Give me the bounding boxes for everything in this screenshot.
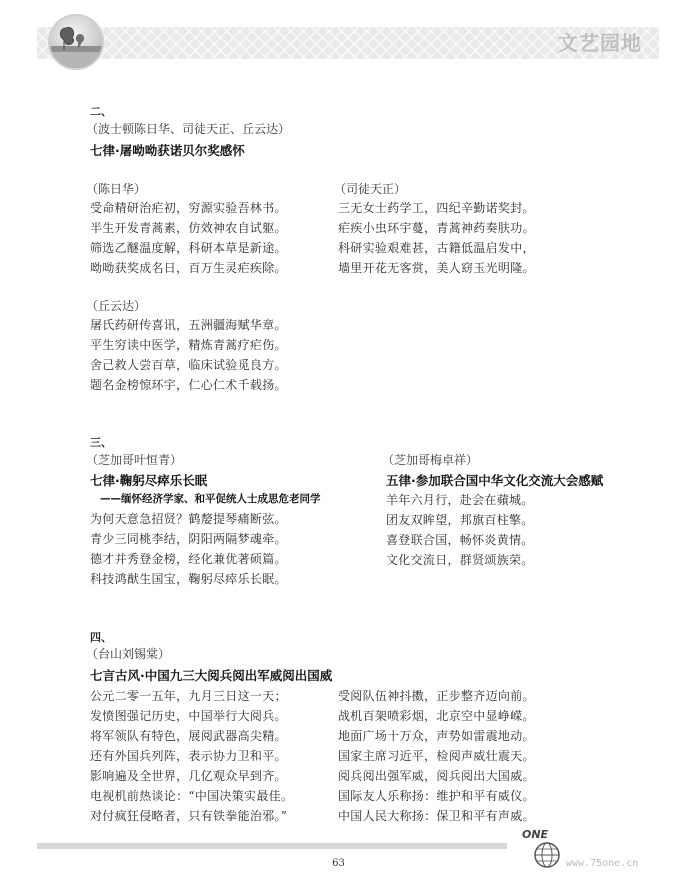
poem-line: 题名金榜惊环宇，仁心仁术千载扬。 [90,378,287,392]
poem-title: 七言古风·中国九三大阅兵阅出军威阅出国威 [90,668,333,683]
poem-line: 文化交流日，群贤颂族荣。 [386,553,534,567]
section-number: 二、 [90,105,112,118]
section-author: （台山刘锡棠） [86,647,171,661]
header-title: 文艺园地 [558,31,642,55]
poem-title: 五律·参加联合国中华文化交流大会感赋 [386,473,604,488]
poem-author: （芝加哥梅卓祥） [382,453,479,467]
poem-line: 影响遍及全世界，几亿观众早到齐。 [90,769,287,783]
poem-line: 疟疾小虫环宇蔓，青蒿神药奏肤功。 [338,221,535,235]
landscape-icon [50,16,102,68]
watermark-url: www.75one.cn [566,858,639,869]
watermark-brand: ONE [522,828,549,841]
poem-line: 三无女士药学工，四纪辛勤诺奖封。 [338,201,535,215]
poem-line: 筛选乙醚温度解，科研本草是新途。 [90,241,287,255]
poem-line: 国家主席习近平，检阅声威壮震天。 [338,749,535,763]
poem-line: 屠氏药研传喜讯，五洲疆海赋华章。 [90,318,287,332]
header-logo [48,14,104,70]
section-number: 四、 [90,631,112,644]
poem-subtitle: ——缅怀经济学家、和平促统人士成思危老同学 [100,493,321,505]
poem-line: 发愤图强记历史，中国举行大阅兵。 [90,709,287,723]
poem-line: 国际友人乐称扬：维护和平有威仪。 [338,789,535,803]
poem-line: 羊年六月行，赴会在蘋城。 [386,493,534,507]
poem-line: 受命精研治疟初，穷源实验吾林书。 [90,201,287,215]
section-number: 三、 [90,436,112,449]
poem-author: （陈日华） [86,182,147,196]
poem-author: （司徒天正） [334,182,407,196]
watermark [520,826,665,874]
poem-line: 中国人民大称扬：保卫和平有声威。 [338,809,535,823]
poem-line: 将军领队有特色，展阅武器高尖精。 [90,729,287,743]
page-number: 63 [332,858,345,869]
poem-line: 地面广场十万众，声势如雷震地动。 [338,729,535,743]
poem-line: 呦呦获奖成名日，百万生灵疟疾除。 [90,261,287,275]
poem-author: （芝加哥叶恒青） [86,453,183,467]
poem-line: 战机百架喷彩烟，北京空中显峥嵘。 [338,709,535,723]
poem-line: 对付疯狂侵略者，只有铁拳能治邪。” [90,809,288,823]
poem-line: 半生开发青蒿素，仿效神农自试躯。 [90,221,287,235]
poem-line: 德才并秀登金榜，经化兼优著硕篇。 [90,552,287,566]
poem-line: 舍己救人尝百草，临床试验觅良方。 [90,358,287,372]
section-author: （波士顿陈日华、司徒天正、丘云达） [86,122,291,136]
poem-line: 科研实验艰难甚，古籍低温启发中， [338,241,535,255]
poem-line: 团友双眸望，邦旗百柱擎。 [386,513,534,527]
globe-icon [530,840,564,870]
poem-title: 七律·屠呦呦获诺贝尔奖感怀 [90,143,245,158]
poem-line: 喜登联合国，畅怀炎黄情。 [386,533,534,547]
poem-line: 公元二零一五年，九月三日这一天； [90,689,287,703]
poem-author: （丘云达） [86,299,147,313]
poem-line: 受阅队伍神抖擞，正步整齐迈向前。 [338,689,535,703]
poem-line: 平生穷读中医学，精炼青蒿疗疟伤。 [90,338,287,352]
poem-line: 电视机前热谈论：“中国决策实最佳。 [90,789,294,803]
poem-line: 还有外国兵列阵，表示协力卫和平。 [90,749,287,763]
poem-line: 阅兵阅出强军威，阅兵阅出大国威。 [338,769,535,783]
poem-title: 七律·鞠躬尽瘁乐长眠 [90,473,208,488]
poem-line: 墙里开花无客赏，美人窈玉光明隆。 [338,261,535,275]
poem-line: 为何天意急招贤？鹤嫠提琴痛断弦。 [90,512,287,526]
footer-bar [37,843,507,849]
poem-line: 科技鸿猷生国宝，鞠躬尽瘁乐长眠。 [90,572,287,586]
poem-line: 青少三同桃李结，阴阳两隔梦魂牵。 [90,532,287,546]
